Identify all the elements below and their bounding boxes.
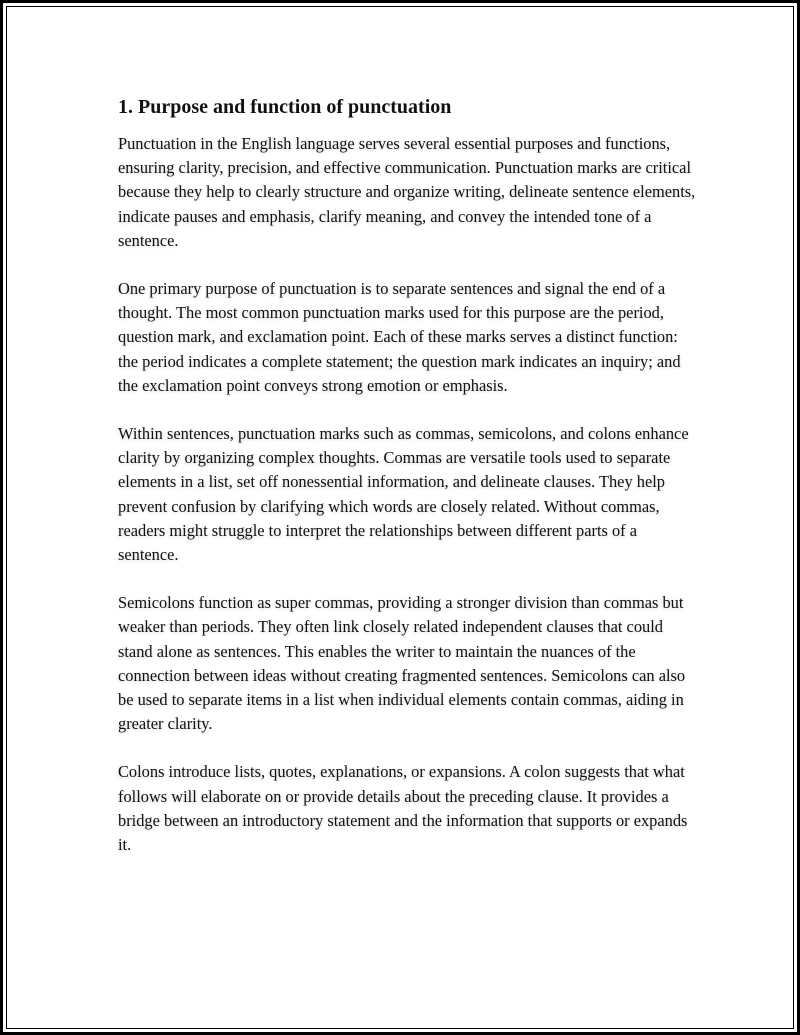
section-heading: 1. Purpose and function of punctuation bbox=[118, 96, 452, 118]
paragraph-3: Within sentences, punctuation marks such as commas, semicolons, and colons enhance clarity by organizing complex thoughts. Commas are versatile tools used to separate elements in a list, set off nonessential information, and delineate clauses. They help prevent confusion by clarifying which words are closely related. Without commas, readers might struggle to interpret the relationships between different parts of a sentence. bbox=[118, 424, 689, 565]
paragraph-2: One primary purpose of punctuation is to separate sentences and signal the end of a thought. The most common punctuation marks used for this purpose are the period, question mark, and exclamation point. Each of these marks serves a distinct function: the period indicates a complete statement; the question mark indicates an inquiry; and the exclamation point conveys strong emotion or emphasis. bbox=[118, 279, 681, 395]
paragraph-5: Colons introduce lists, quotes, explanations, or expansions. A colon suggests that what follows will elaborate on or provide details about the preceding clause. It provides a bridge between an introductory statement and the information that supports or expands it. bbox=[118, 762, 688, 855]
paragraph-4: Semicolons function as super commas, providing a stronger division than commas but weaker than periods. They often link closely related independent clauses that could stand alone as sentences. This enables the writer to maintain the nuances of the connection between ideas without creating fragmented sentences. Semicolons can also be used to separate items in a list when individual elements contain commas, aiding in greater clarity. bbox=[118, 593, 686, 734]
document-body bbox=[118, 92, 698, 881]
paragraph-1: Punctuation in the English language serves several essential purposes and functions, ensuring clarity, precision, and effective communication. Punctuation marks are critical because they help to clearly structure and organize writing, delineate sentence elements, indicate pauses and emphasis, clarify meaning, and convey the intended tone of a sentence. bbox=[118, 134, 696, 250]
